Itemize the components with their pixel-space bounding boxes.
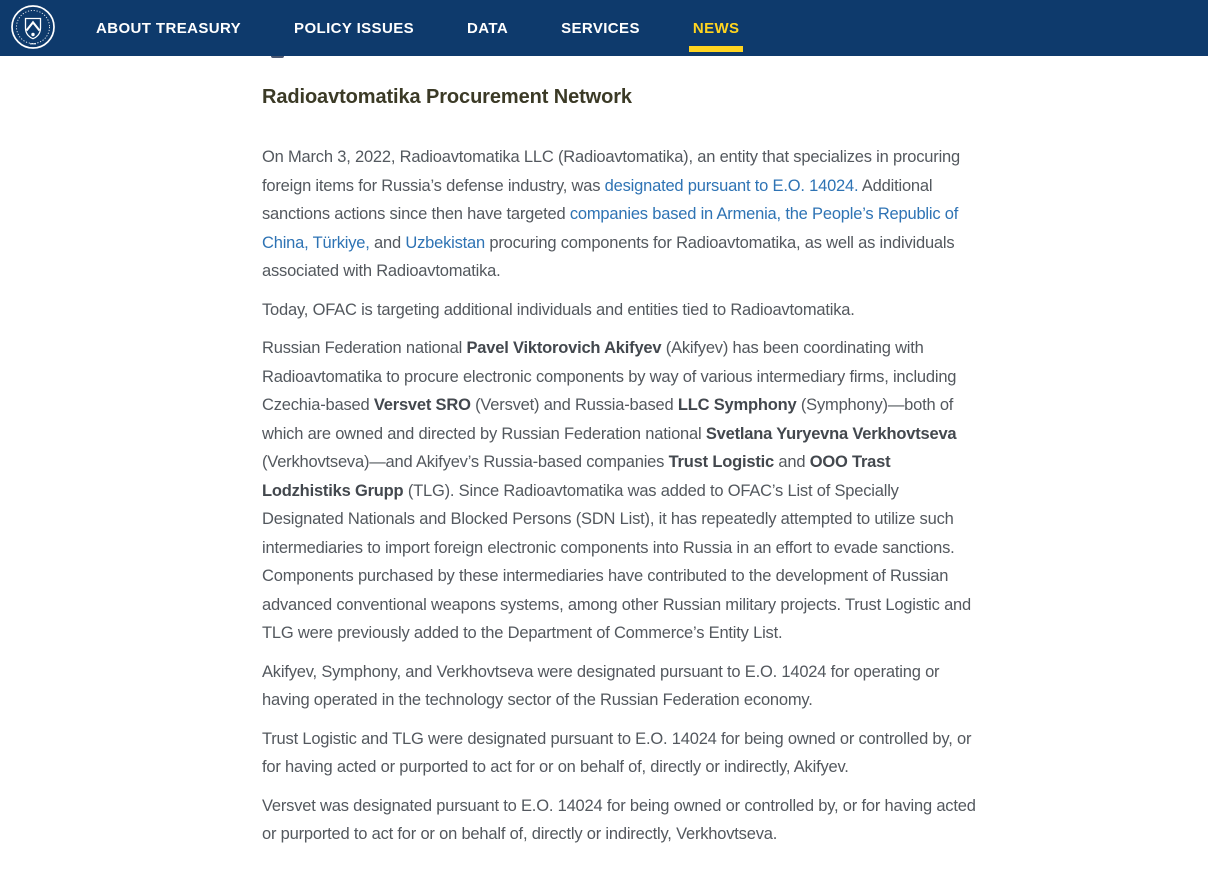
nav-item-label: POLICY ISSUES xyxy=(294,19,415,37)
nav-item-label: DATA xyxy=(467,19,509,37)
text-run: Today, OFAC is targeting additional individuals and entities tied to Radioavtomatika. xyxy=(262,300,855,319)
text-run: Russian Federation national xyxy=(262,339,467,357)
nav-item-services[interactable] xyxy=(561,0,640,56)
paragraph-3 xyxy=(262,334,980,648)
article xyxy=(262,86,980,859)
inline-link[interactable]: companies based in Armenia, xyxy=(569,205,781,223)
text-run: Additional sanctions actions since then have targeted xyxy=(262,176,933,223)
paragraph-5 xyxy=(262,725,980,782)
nav-item-policy-issues[interactable] xyxy=(294,0,414,56)
nav-menu xyxy=(96,0,739,56)
paragraph-6 xyxy=(262,792,980,849)
nav-item-news[interactable] xyxy=(693,0,740,56)
text-run: (TLG). Since Radioavtomatika was added to OFAC’s List of Specially Designated Nationals and Blocked Persons (SDN List), it has repeatedly attempted to utilize such intermediaries to import foreign electronic components into Russia in an effort to evade sanctions. Components purchased by these intermediaries have contributed to the development of Russian advanced conventional weapons systems, among other Russian military projects. Trust Logistic and TLG were previously added to the Department of Commerce’s Entity List. xyxy=(262,481,971,642)
text-run: On March 3, 2022, Radioavtomatika LLC (Radioavtomatika), an entity that specializes in procuring foreign items for Russia’s defense industry, was xyxy=(262,148,960,195)
treasury-seal-logo[interactable] xyxy=(10,5,56,51)
article-body xyxy=(262,143,980,849)
nav-item-label: NEWS xyxy=(692,19,740,37)
bold-entity: Trust Logistic xyxy=(668,453,774,471)
bold-entity: OOO Trast Lodzhistiks Grupp xyxy=(262,453,891,500)
paragraph-1 xyxy=(262,143,980,286)
inline-link[interactable]: Türkiye, xyxy=(312,233,370,252)
text-run: Akifyev, Symphony, and Verkhovtseva were designated pursuant to E.O. 14024 for operating or having operated in the technology sector of the Russian Federation economy. xyxy=(262,662,940,709)
paragraph-4 xyxy=(262,658,980,715)
active-tab-underline xyxy=(689,46,744,52)
text-run: and xyxy=(369,233,406,252)
text-run: and xyxy=(773,453,810,471)
nav-item-about-treasury[interactable] xyxy=(96,0,241,56)
text-run: Versvet was designated pursuant to E.O. 14024 for being owned or controlled by, or for having acted or purported to act for or on behalf of, directly or indirectly, Verkhovtseva. xyxy=(262,796,976,843)
text-run: (Symphony)—both of which are owned and directed by Russian Federation national xyxy=(262,396,954,443)
top-nav xyxy=(0,0,1208,56)
article-title: Radioavtomatika Procurement Network xyxy=(262,86,632,108)
bold-entity: Svetlana Yuryevna Verkhovtseva xyxy=(705,424,957,443)
bold-entity: LLC Symphony xyxy=(677,396,797,414)
text-run: (Verkhovtseva)—and Akifyev’s Russia-based companies xyxy=(262,453,669,471)
inline-link[interactable]: designated pursuant to E.O. 14024. xyxy=(604,176,859,195)
treasury-seal-icon xyxy=(10,5,56,51)
text-run: Trust Logistic and TLG were designated pursuant to E.O. 14024 for being owned or controlled by, or for having acted or purported to act for or on behalf of, directly or indirectly, Akifyev. xyxy=(262,729,972,776)
nav-item-label: SERVICES xyxy=(561,19,640,37)
inline-link[interactable]: the People’s Republic of China, xyxy=(262,205,959,252)
text-run: procuring components for Radioavtomatika, as well as individuals associated with Radioavtomatika. xyxy=(262,233,955,280)
bold-entity: Pavel Viktorovich Akifyev xyxy=(466,339,662,357)
text-run: (Akifyev) has been coordinating with Radioavtomatika to procure electronic components by way of various intermediary firms, including Czechia-based xyxy=(262,339,957,414)
inline-link[interactable]: Uzbekistan xyxy=(405,233,485,252)
bold-entity: Versvet SRO xyxy=(373,396,471,414)
nav-item-data[interactable] xyxy=(467,0,508,56)
text-run: (Versvet) and Russia-based xyxy=(470,396,678,414)
nav-item-label: ABOUT TREASURY xyxy=(96,19,242,37)
paragraph-2 xyxy=(262,296,980,325)
